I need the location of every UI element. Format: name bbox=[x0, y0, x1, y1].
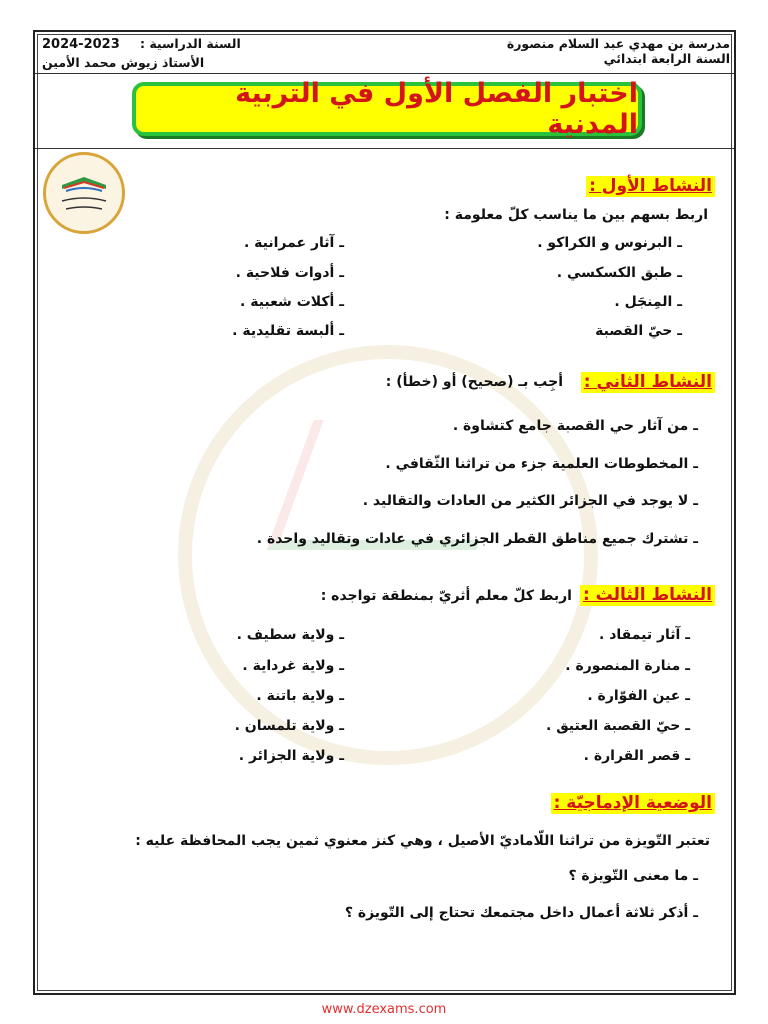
class-level: السنة الرابعة ابتدائي bbox=[603, 51, 730, 66]
activity3-right-item: ـ ولاية الجزائر . bbox=[238, 748, 344, 764]
activity2-item: ـ لا يوجد في الجزائر الكثير من العادات والتقاليد . bbox=[362, 493, 698, 509]
integration-question: ـ أذكر ثلاثة أعمال داخل مجتمعك تحتاج إلى التّويزة ؟ bbox=[344, 905, 698, 921]
activity1-left-item: ـ طبق الكسكسي . bbox=[556, 265, 682, 281]
activity3-left-item: ـ قصر القرارة . bbox=[583, 748, 690, 764]
activity3-left-item: ـ منارة المنصورة . bbox=[565, 658, 690, 674]
activity1-left-item: ـ البرنوس و الكراكو . bbox=[537, 235, 682, 251]
activity1-instruction: اربط بسهم بين ما يناسب كلّ معلومة : bbox=[444, 207, 708, 223]
activity2-instruction: أجِب بـ (صحيح) أو (خطأ) : bbox=[385, 374, 563, 390]
school-year-label: السنة الدراسية : bbox=[140, 36, 241, 51]
activity3-right-item: ـ ولاية باتنة . bbox=[256, 688, 344, 704]
activity3-title: النشاط الثالث : bbox=[580, 585, 715, 606]
activity3-right-item: ـ ولاية تلمسان . bbox=[234, 718, 344, 734]
school-year: 2024-2023 bbox=[42, 37, 120, 52]
school-name: مدرسة بن مهدي عبد السلام منصورة bbox=[506, 36, 730, 51]
activity1-right-item: ـ ألبسة تقليدية . bbox=[232, 323, 344, 339]
teacher-name: الأستاذ زيوش محمد الأمين bbox=[42, 55, 205, 70]
title-divider bbox=[35, 148, 734, 149]
activity3-left-item: ـ آثار تيمقاد . bbox=[599, 627, 690, 643]
activity3-left-item: ـ عين الفوّارة . bbox=[587, 688, 690, 704]
activity2-item: ـ من آثار حي القصبة جامع كتشاوة . bbox=[452, 418, 698, 434]
school-info bbox=[507, 36, 730, 66]
teacher-seal-icon bbox=[43, 152, 125, 234]
activity1-right-item: ـ أكلات شعبية . bbox=[240, 294, 344, 310]
activity2-item: ـ المخطوطات العلمية جزء من تراثنا الثّقافي . bbox=[385, 456, 698, 472]
activity2-item: ـ تشترك جميع مناطق القطر الجزائري في عادات وتقاليد واحدة . bbox=[256, 531, 698, 547]
exam-title: اختبار الفصل الأول في التربية المدنية bbox=[235, 78, 638, 140]
integration-question: ـ ما معنى التّويزة ؟ bbox=[568, 868, 698, 884]
activity1-right-item: ـ أدوات فلاحية . bbox=[235, 265, 344, 281]
activity3-right-item: ـ ولاية غرداية . bbox=[242, 658, 344, 674]
activity3-left-item: ـ حيّ القصبة العتيق . bbox=[546, 718, 690, 734]
exam-title-box bbox=[132, 78, 642, 140]
activity3-right-item: ـ ولاية سطيف . bbox=[236, 627, 344, 643]
integration-title: الوضعية الإدماجيّة : bbox=[551, 793, 715, 814]
activity1-title: النشاط الأول : bbox=[586, 176, 715, 197]
activity1-left-item: ـ حيّ القصبة bbox=[595, 323, 682, 339]
header-divider bbox=[35, 73, 734, 74]
activity3-instruction: اربط كلّ معلم أثريّ بمنطقة تواجده : bbox=[320, 588, 572, 604]
integration-text: تعتبر التّويزة من تراثنا اللّاماديّ الأصيل ، وهي كنز معنوي ثمين يجب المحافظة عليه : bbox=[135, 833, 710, 849]
activity1-left-item: ـ المِنجَل . bbox=[614, 294, 682, 310]
activity1-right-item: ـ آثار عمرانية . bbox=[243, 235, 344, 251]
watermark-logo bbox=[178, 345, 598, 765]
footer-link[interactable]: www.dzexams.com bbox=[321, 1002, 447, 1017]
activity2-title: النشاط الثاني : bbox=[581, 372, 715, 393]
